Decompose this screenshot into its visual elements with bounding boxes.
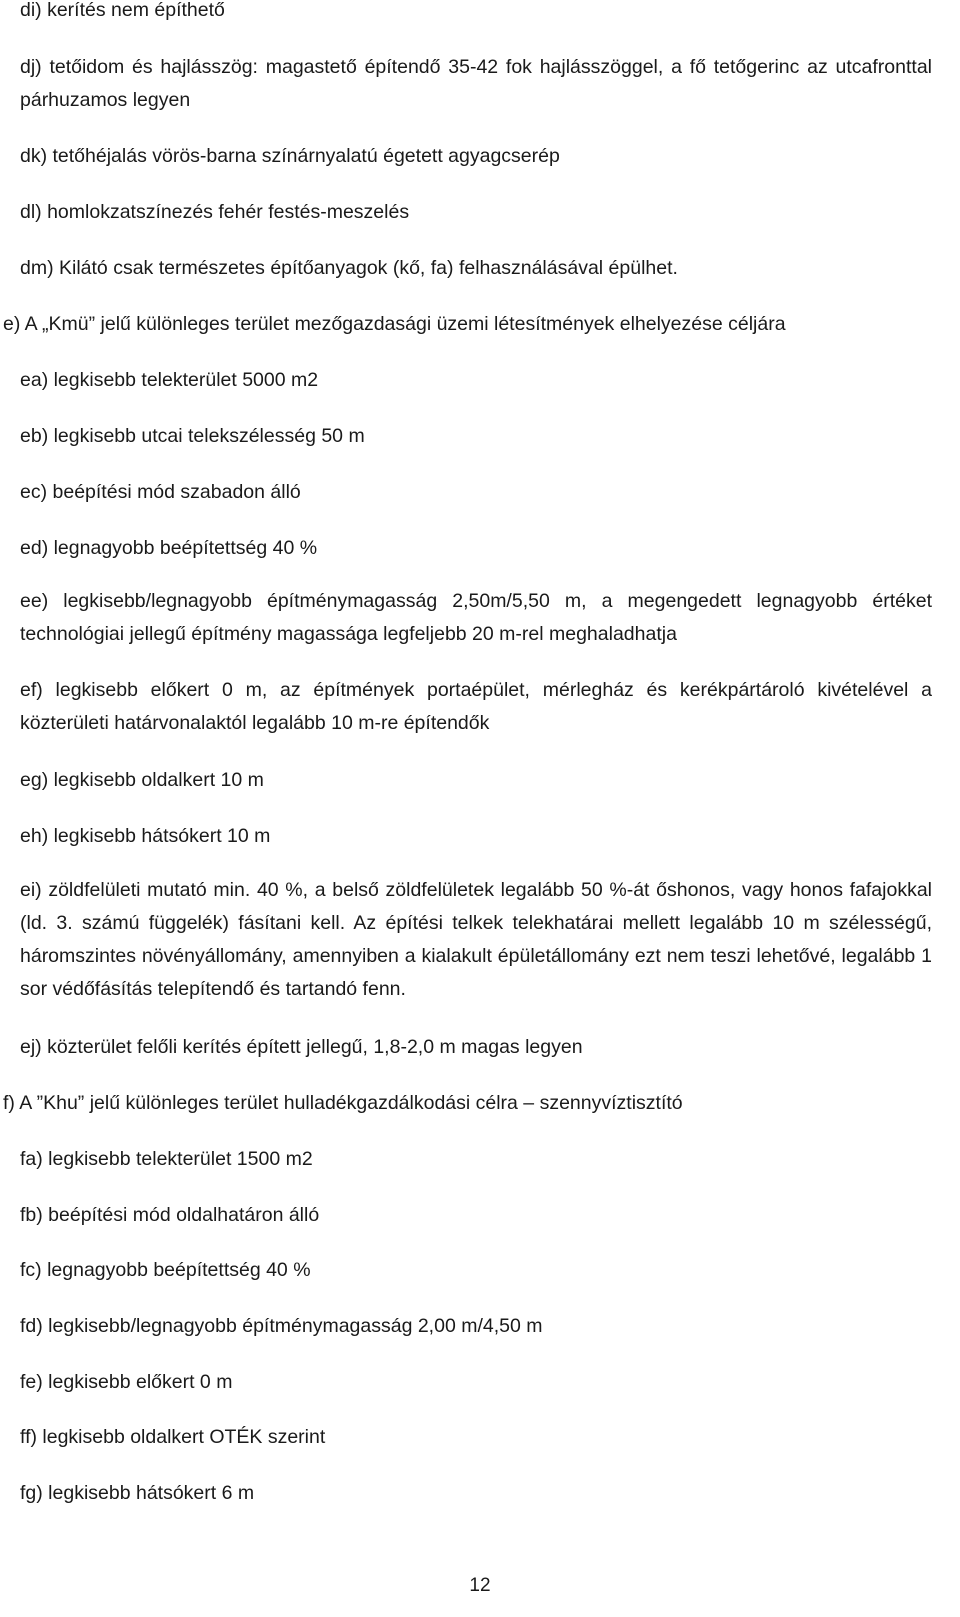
item-eh: eh) legkisebb hátsókert 10 m [20, 825, 271, 847]
item-dm: dm) Kilátó csak természetes építőanyagok (kő, fa) felhasználásával épülhet. [20, 257, 678, 279]
item-fa: fa) legkisebb telekterület 1500 m2 [20, 1148, 313, 1170]
item-fb: fb) beépítési mód oldalhatáron álló [20, 1204, 320, 1226]
item-dl: dl) homlokzatszínezés fehér festés-meszelés [20, 201, 410, 223]
section-f-heading: f) A ”Khu” jelű különleges terület hulladékgazdálkodási célra – szennyvíztisztító [3, 1092, 683, 1114]
item-fc: fc) legnagyobb beépítettség 40 % [20, 1259, 311, 1281]
page-number: 12 [469, 1575, 491, 1596]
item-ea: ea) legkisebb telekterület 5000 m2 [20, 369, 319, 391]
item-fe: fe) legkisebb előkert 0 m [20, 1371, 233, 1393]
item-fg: fg) legkisebb hátsókert 6 m [20, 1482, 255, 1504]
item-ej: ej) közterület felőli kerítés épített jellegű, 1,8-2,0 m magas legyen [20, 1036, 583, 1058]
item-dk: dk) tetőhéjalás vörös-barna színárnyalatú égetett agyagcserép [20, 145, 560, 167]
item-ff: ff) legkisebb oldalkert OTÉK szerint [20, 1426, 326, 1448]
item-ee: ee) legkisebb/legnagyobb építménymagasság 2,50m/5,50 m, a megengedett legnagyobb értéket technológiai jellegű építmény magassága legfeljebb 20 m-rel meghaladhatja [20, 590, 932, 645]
item-ec: ec) beépítési mód szabadon álló [20, 481, 301, 503]
item-eg: eg) legkisebb oldalkert 10 m [20, 769, 264, 791]
item-ef: ef) legkisebb előkert 0 m, az építmények portaépület, mérlegház és kerékpártároló kivételével a közterületi határvonalaktól legalább 10 m-re építendők [20, 679, 932, 734]
item-ei: ei) zöldfelületi mutató min. 40 %, a belső zöldfelületek legalább 50 %-át őshonos, vagy honos fafajokkal (ld. 3. számú függelék) fásítani kell. Az építési telkek telekhatárai mellett legalább 10 m szélességű, háromszintes növényállomány, amennyiben a kialakult épületállomány ezt nem teszi lehetővé, legalább 1 sor védőfásítás telepítendő és tartandó fenn. [20, 879, 932, 1000]
item-ed: ed) legnagyobb beépítettség 40 % [20, 537, 318, 559]
item-di: di) kerítés nem építhető [20, 0, 225, 21]
item-dj: dj) tetőidom és hajlásszög: magastető építendő 35-42 fok hajlásszöggel, a fő tetőgerinc az utcafronttal párhuzamos legyen [20, 56, 932, 111]
item-fd: fd) legkisebb/legnagyobb építménymagasság 2,00 m/4,50 m [20, 1315, 543, 1337]
item-eb: eb) legkisebb utcai telekszélesség 50 m [20, 425, 365, 447]
section-e-heading: e) A „Kmü” jelű különleges terület mezőgazdasági üzemi létesítmények elhelyezése céljára [3, 313, 786, 335]
